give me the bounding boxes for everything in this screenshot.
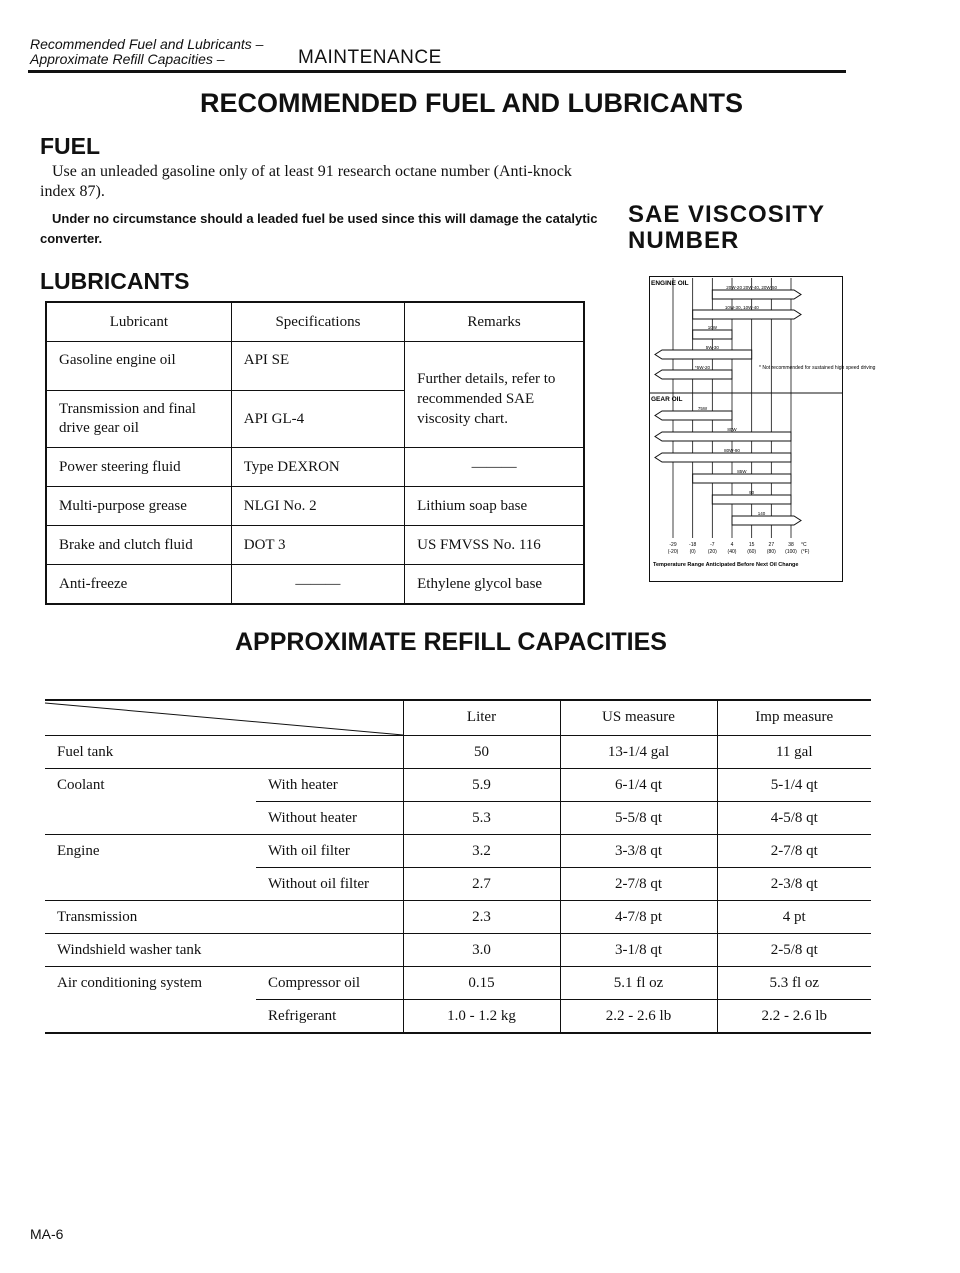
fuel-heading: FUEL	[40, 133, 101, 159]
page-title: RECOMMENDED FUEL AND LUBRICANTS	[200, 88, 743, 118]
imp-cell: 4 pt	[717, 901, 871, 934]
table-row	[45, 769, 871, 802]
table-row	[45, 967, 871, 1000]
bar-shape	[693, 330, 732, 339]
sub-cell: Refrigerant	[256, 1000, 403, 1034]
col-specifications: Specifications	[231, 302, 404, 342]
tick-label-c: -7	[710, 542, 715, 548]
tick-label-c: 27	[768, 542, 775, 548]
page-number: MA-6	[30, 1226, 64, 1242]
col-liter: Liter	[403, 700, 560, 736]
item-cell: Engine	[57, 842, 100, 859]
item-cell: Fuel tank	[57, 743, 114, 760]
tick-label-c: -29	[669, 542, 677, 548]
imp-cell: 5-1/4 qt	[717, 769, 871, 802]
imp-cell: 2-5/8 qt	[717, 934, 871, 967]
sub-cell	[256, 901, 403, 934]
bar-shape	[732, 516, 801, 525]
liter-cell: 3.2	[403, 835, 560, 868]
tick-label-c: -18	[689, 542, 697, 548]
tick-label-f: (0)	[689, 549, 696, 555]
sub-cell: Compressor oil	[268, 974, 361, 991]
lubricant-cell: Power steering fluid	[46, 448, 231, 487]
spec-cell: NLGI No. 2	[231, 487, 404, 526]
bar-label: 90	[749, 490, 755, 495]
remarks-cell: Lithium soap base	[405, 487, 584, 526]
chart-frame	[650, 277, 843, 582]
table-row	[46, 565, 584, 605]
remarks-cell: Further details, refer to recommended SAE viscosity chart.	[405, 342, 584, 448]
bar-shape	[655, 370, 732, 379]
bar-shape	[693, 310, 801, 319]
lubricants-table	[45, 301, 585, 605]
us-cell: 5.1 fl oz	[560, 967, 717, 1000]
table-header-row	[45, 700, 871, 736]
gear-oil-label: GEAR OIL	[651, 396, 683, 403]
imp-cell: 4-5/8 qt	[717, 802, 871, 835]
table-row	[45, 868, 871, 901]
fuel-warning: Under no circumstance should a leaded fuel be used since this will damage the catalytic converter.	[40, 211, 598, 246]
table-row	[45, 934, 871, 967]
liter-cell: 2.7	[403, 868, 560, 901]
lubricant-cell: Brake and clutch fluid	[46, 526, 231, 565]
bar-label: 5W-30	[705, 345, 719, 350]
spec-cell: API GL-4	[231, 391, 404, 448]
bar-label: 75W	[697, 406, 708, 411]
sae-viscosity-chart	[649, 276, 876, 582]
table-row	[46, 526, 584, 565]
remarks-cell: US FMVSS No. 116	[405, 526, 584, 565]
tick-label-c: 38	[788, 542, 794, 548]
tick-label-c: 15	[748, 542, 755, 548]
us-cell: 3-1/8 qt	[560, 934, 717, 967]
item-cell	[45, 1000, 256, 1034]
item-cell	[45, 868, 256, 901]
tick-label-f: (60)	[747, 549, 757, 555]
tick-label-f: (40)	[727, 549, 737, 555]
sae-heading	[628, 202, 825, 254]
liter-cell: 3.0	[403, 934, 560, 967]
liter-cell: 5.9	[403, 769, 560, 802]
sae-heading-line1: SAE VISCOSITY	[628, 201, 826, 228]
remarks-cell: ———	[405, 448, 584, 487]
bar-label: 20W-20 20W-40, 20W-50	[726, 285, 778, 290]
spec-cell: API SE	[231, 342, 404, 391]
table-row	[46, 342, 584, 391]
remarks-cell: Ethylene glycol base	[405, 565, 584, 605]
item-cell: Windshield washer tank	[57, 941, 202, 958]
liter-cell: 50	[403, 736, 560, 769]
lubricant-cell: Gasoline engine oil	[46, 342, 231, 391]
header-subtitle-2: Approximate Refill Capacities –	[30, 51, 225, 67]
us-cell: 2.2 - 2.6 lb	[560, 1000, 717, 1034]
bar-shape	[712, 495, 791, 504]
capacities-table	[45, 700, 871, 1034]
tick-label-f: (20)	[707, 549, 717, 555]
lubricants-heading: LUBRICANTS	[40, 268, 190, 294]
liter-cell: 0.15	[403, 967, 560, 1000]
tick-label-f: (100)	[785, 549, 797, 555]
header-section: MAINTENANCE	[298, 47, 442, 68]
col-us-measure: US measure	[560, 700, 717, 736]
sub-cell: Without heater	[256, 802, 403, 835]
table-row	[45, 1000, 871, 1034]
table-row	[45, 835, 871, 868]
us-cell: 13-1/4 gal	[560, 736, 717, 769]
unit-c: °C	[801, 542, 807, 548]
table-row	[45, 802, 871, 835]
item-cell: Air conditioning system	[57, 974, 202, 991]
table-row	[45, 736, 871, 769]
bar-label: 10W-30, 10W-40	[724, 305, 759, 310]
item-cell: Coolant	[57, 776, 105, 793]
us-cell: 5-5/8 qt	[560, 802, 717, 835]
engine-oil-label: ENGINE OIL	[651, 280, 689, 287]
sub-cell: With oil filter	[268, 842, 350, 859]
us-cell: 6-1/4 qt	[560, 769, 717, 802]
bar-shape	[655, 432, 791, 441]
bar-shape	[712, 290, 801, 299]
bar-label: *5W-20	[695, 365, 710, 370]
item-cell: Transmission	[57, 908, 138, 925]
bar-label: 80W-90	[724, 448, 740, 453]
table-row	[45, 901, 871, 934]
bar-shape	[655, 350, 752, 359]
us-cell: 2-7/8 qt	[560, 868, 717, 901]
imp-cell: 2-7/8 qt	[717, 835, 871, 868]
bar-label: 80W	[727, 427, 737, 432]
spec-cell: DOT 3	[231, 526, 404, 565]
spec-cell: ———	[231, 565, 404, 605]
bar-label: 140	[757, 511, 766, 516]
unit-f: (°F)	[801, 549, 810, 555]
liter-cell: 5.3	[403, 802, 560, 835]
liter-cell: 1.0 - 1.2 kg	[403, 1000, 560, 1034]
tick-label-f: (-20)	[667, 549, 679, 555]
imp-cell: 2.2 - 2.6 lb	[717, 1000, 871, 1034]
bar-label: 85W	[737, 469, 747, 474]
imp-cell: 5.3 fl oz	[717, 967, 871, 1000]
header-subtitle-1: Recommended Fuel and Lubricants –	[30, 36, 264, 52]
capacities-heading: APPROXIMATE REFILL CAPACITIES	[235, 628, 667, 656]
bar-label: 10W	[707, 325, 717, 330]
col-lubricant: Lubricant	[46, 302, 231, 342]
lubricant-cell: Transmission and final drive gear oil	[46, 391, 231, 448]
col-imp-measure: Imp measure	[717, 700, 871, 736]
table-row	[46, 487, 584, 526]
chart-xlabel: Temperature Range Anticipated Before Next Oil Change	[653, 562, 799, 568]
bar-shape	[655, 411, 732, 420]
imp-cell: 11 gal	[717, 736, 871, 769]
lubricant-cell: Anti-freeze	[46, 565, 231, 605]
fuel-text: Use an unleaded gasoline only of at least 91 research octane number (Anti-knock index 87).	[40, 163, 572, 200]
sub-cell	[256, 736, 403, 769]
us-cell: 3-3/8 qt	[560, 835, 717, 868]
tick-label-c: 4	[730, 542, 734, 548]
not-recommended-note: * Not recommended for sustained high speed driving	[759, 365, 876, 371]
lubricant-cell: Multi-purpose grease	[46, 487, 231, 526]
bar-shape	[655, 453, 791, 462]
col-remarks: Remarks	[405, 302, 584, 342]
bar-shape	[693, 474, 791, 483]
sub-cell: Without oil filter	[256, 868, 403, 901]
header-rule	[28, 70, 846, 73]
item-cell	[45, 802, 256, 835]
table-row	[46, 448, 584, 487]
sub-cell: With heater	[268, 776, 338, 793]
imp-cell: 2-3/8 qt	[717, 868, 871, 901]
spec-cell: Type DEXRON	[231, 448, 404, 487]
sae-heading-line2: NUMBER	[628, 227, 740, 254]
tick-label-f: (80)	[766, 549, 776, 555]
table-header-row	[46, 302, 584, 342]
liter-cell: 2.3	[403, 901, 560, 934]
sub-cell	[256, 934, 403, 967]
us-cell: 4-7/8 pt	[560, 901, 717, 934]
